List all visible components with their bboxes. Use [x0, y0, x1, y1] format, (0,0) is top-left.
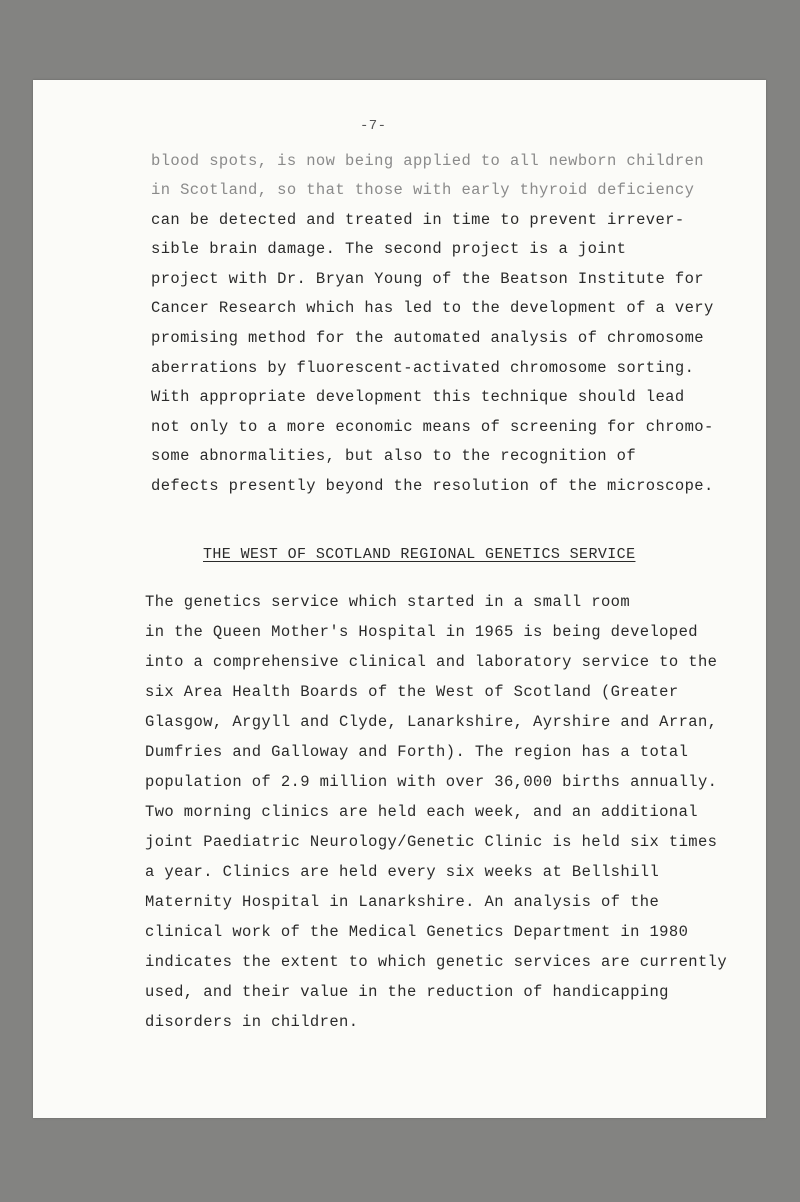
paragraph2-line: in the Queen Mother's Hospital in 1965 is being developed	[145, 623, 698, 641]
paragraph2-line: indicates the extent to which genetic services are currently	[145, 953, 728, 971]
paragraph2-line: into a comprehensive clinical and laboratory service to the	[145, 653, 718, 671]
paragraph1-line: promising method for the automated analysis of chromosome	[151, 329, 704, 347]
paragraph1-line: blood spots, is now being applied to all newborn children	[151, 152, 704, 170]
paragraph2-line: disorders in children.	[145, 1013, 359, 1031]
paragraph1-line: sible brain damage. The second project is a joint	[151, 240, 627, 258]
paragraph2-line: six Area Health Boards of the West of Scotland (Greater	[145, 683, 679, 701]
paragraph1-line: With appropriate development this technique should lead	[151, 388, 685, 406]
paragraph1-line: in Scotland, so that those with early thyroid deficiency	[151, 181, 695, 199]
paragraph2-line: Maternity Hospital in Lanarkshire. An analysis of the	[145, 893, 660, 911]
paragraph2-line: Glasgow, Argyll and Clyde, Lanarkshire, Ayrshire and Arran,	[145, 713, 718, 731]
paragraph2-line: Dumfries and Galloway and Forth). The region has a total	[145, 743, 689, 761]
paragraph2-line: The genetics service which started in a small room	[145, 593, 631, 611]
paragraph1-line: Cancer Research which has led to the development of a very	[151, 299, 714, 317]
paragraph2-line: a year. Clinics are held every six weeks at Bellshill	[145, 863, 660, 881]
paragraph1-line: aberrations by fluorescent-activated chromosome sorting.	[151, 359, 695, 377]
page-number: -7-	[360, 118, 387, 134]
paragraph1-line: some abnormalities, but also to the recognition of	[151, 447, 637, 465]
paragraph1-line: can be detected and treated in time to prevent irrever-	[151, 211, 685, 229]
document-page	[33, 80, 766, 1118]
paragraph1-line: defects presently beyond the resolution of the microscope.	[151, 477, 714, 495]
paragraph2-line: population of 2.9 million with over 36,000 births annually.	[145, 773, 718, 791]
paragraph2-line: Two morning clinics are held each week, and an additional	[145, 803, 698, 821]
paragraph1-line: not only to a more economic means of screening for chromo-	[151, 418, 714, 436]
paragraph2-line: joint Paediatric Neurology/Genetic Clinic is held six times	[145, 833, 718, 851]
paragraph2-line: used, and their value in the reduction of handicapping	[145, 983, 669, 1001]
section-heading: THE WEST OF SCOTLAND REGIONAL GENETICS SERVICE	[203, 546, 636, 563]
paragraph1-line: project with Dr. Bryan Young of the Beatson Institute for	[151, 270, 704, 288]
paragraph2-line: clinical work of the Medical Genetics Department in 1980	[145, 923, 689, 941]
